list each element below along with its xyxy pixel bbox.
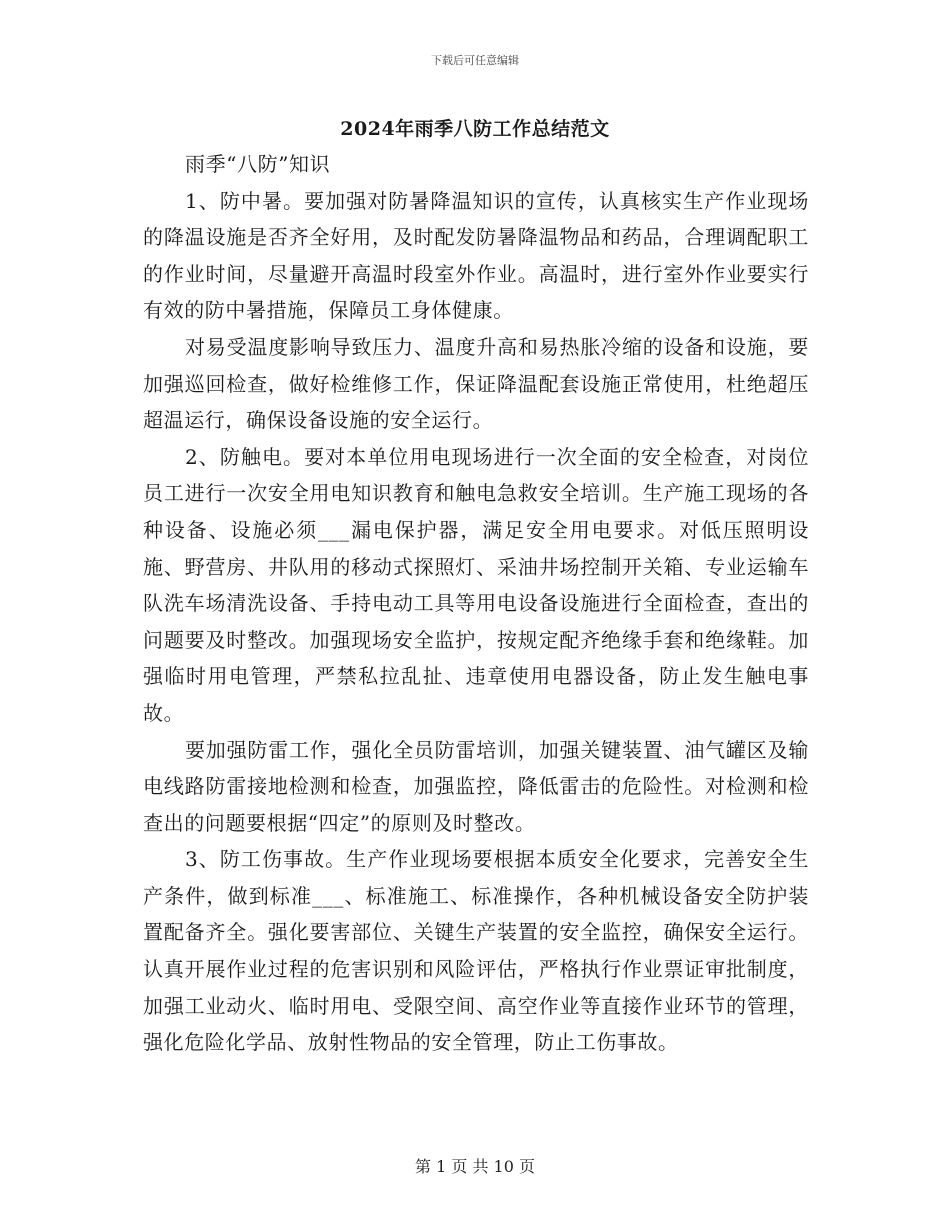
- paragraph-electric-shock: 2、防触电。要对本单位用电现场进行一次全面的安全检查，对岗位员工进行一次安全用电知识教育和触电急救安全培训。生产施工现场的各种设备、设施必须___漏电保护器，满足安全用电要求。对低压照明设施、野营房、井队用的移动式探照灯、采油井场控制开关箱、专业运输车队洗车场清洗设备、手持电动工具等用电设备设施进行全面检查，查出的问题要及时整改。加强现场安全监护，按规定配齐绝缘手套和绝缘鞋。加强临时用电管理，严禁私拉乱扯、违章使用电器设备，防止发生触电事故。: [143, 444, 809, 725]
- paragraph-lightning: 要加强防雷工作，强化全员防雷培训，加强关键装置、油气罐区及输电线路防雷接地检测和检查，加强监控，降低雷击的危险性。对检测和检查出的问题要根据“四定”的原则及时整改。: [143, 737, 809, 835]
- paragraph-heatstroke: 1、防中暑。要加强对防暑降温知识的宣传，认真核实生产作业现场的降温设施是否齐全好用，及时配发防暑降温物品和药品，合理调配职工的作业时间，尽量避开高温时段室外作业。高温时，进行室外作业要实行有效的防中暑措施，保障员工身体健康。: [143, 188, 809, 323]
- header-note: 下载后可任意编辑: [431, 54, 519, 67]
- paragraph-section-heading: 雨季“八防”知识: [185, 152, 331, 176]
- paragraph-work-injury: 3、防工伤事故。生产作业现场要根据本质安全化要求，完善安全生产条件，做到标准___、标准施工、标准操作，各种机械设备安全防护装置配备齐全。强化要害部位、关键生产装置的安全监控，确保安全运行。认真开展作业过程的危害识别和风险评估，严格执行作业票证审批制度，加强工业动火、临时用电、受限空间、高空作业等直接作业环节的管理，强化危险化学品、放射性物品的安全管理，防止工伤事故。: [143, 847, 809, 1055]
- document-title: 2024年雨季八防工作总结范文: [340, 118, 610, 140]
- document-body: [143, 146, 809, 1061]
- paragraph-equipment-inspection: 对易受温度影响导致压力、温度升高和易热胀冷缩的设备和设施，要加强巡回检查，做好检维修工作，保证降温配套设施正常使用，杜绝超压超温运行，确保设备设施的安全运行。: [143, 334, 809, 433]
- page-number: 第 1 页 共 10 页: [415, 1157, 535, 1176]
